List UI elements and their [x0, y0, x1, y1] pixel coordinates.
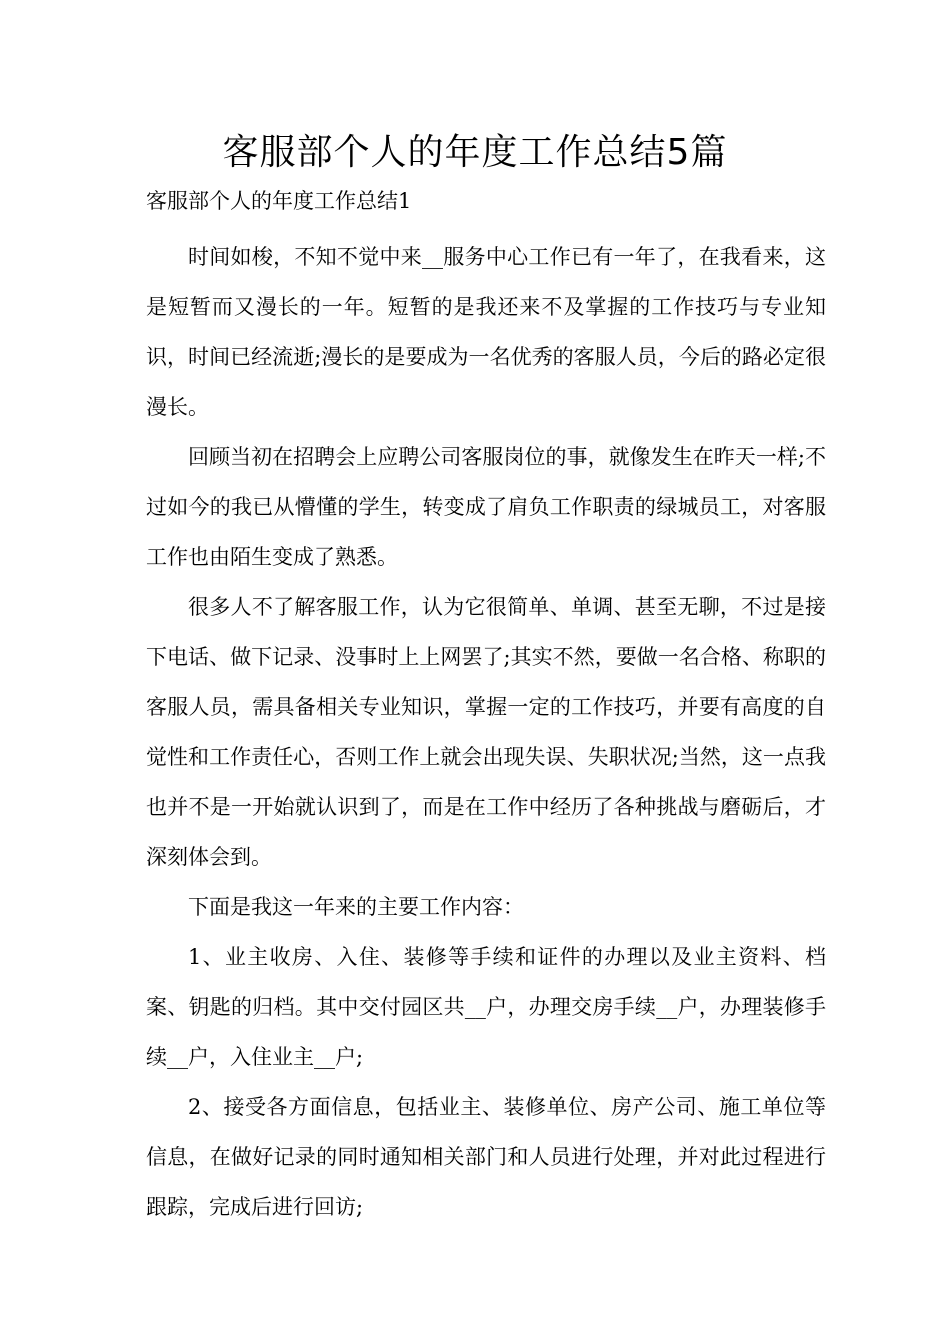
- paragraph: 很多人不了解客服工作，认为它很简单、单调、甚至无聊，不过是接下电话、做下记录、没事时上上网罢了;其实不然，要做一名合格、称职的客服人员，需具备相关专业知识，掌握一定的工作技巧，并要有高度的自觉性和工作责任心，否则工作上就会出现失误、失职状况;当然，这一点我也并不是一开始就认识到了，而是在工作中经历了各种挑战与磨砺后，才深刻体会到。: [146, 595, 826, 869]
- paragraph: 下面是我这一年来的主要工作内容：: [188, 895, 524, 919]
- paragraph: 回顾当初在招聘会上应聘公司客服岗位的事，就像发生在昨天一样;不过如今的我已从懵懂的学生，转变成了肩负工作职责的绿城员工，对客服工作也由陌生变成了熟悉。: [146, 445, 826, 569]
- document-title: 客服部个人的年度工作总结5篇: [222, 132, 728, 173]
- section-heading: 客服部个人的年度工作总结1: [146, 189, 412, 213]
- document-body: [146, 232, 826, 1232]
- list-item: 1、业主收房、入住、装修等手续和证件的办理以及业主资料、档案、钥匙的归档。其中交付园区共__户，办理交房手续__户，办理装修手续__户，入住业主__户;: [146, 945, 826, 1069]
- paragraph: 时间如梭，不知不觉中来__服务中心工作已有一年了，在我看来，这是短暂而又漫长的一年。短暂的是我还来不及掌握的工作技巧与专业知识，时间已经流逝;漫长的是要成为一名优秀的客服人员，今后的路必定很漫长。: [146, 245, 826, 419]
- list-item: 2、接受各方面信息，包括业主、装修单位、房产公司、施工单位等信息，在做好记录的同时通知相关部门和人员进行处理，并对此过程进行跟踪，完成后进行回访;: [146, 1095, 826, 1219]
